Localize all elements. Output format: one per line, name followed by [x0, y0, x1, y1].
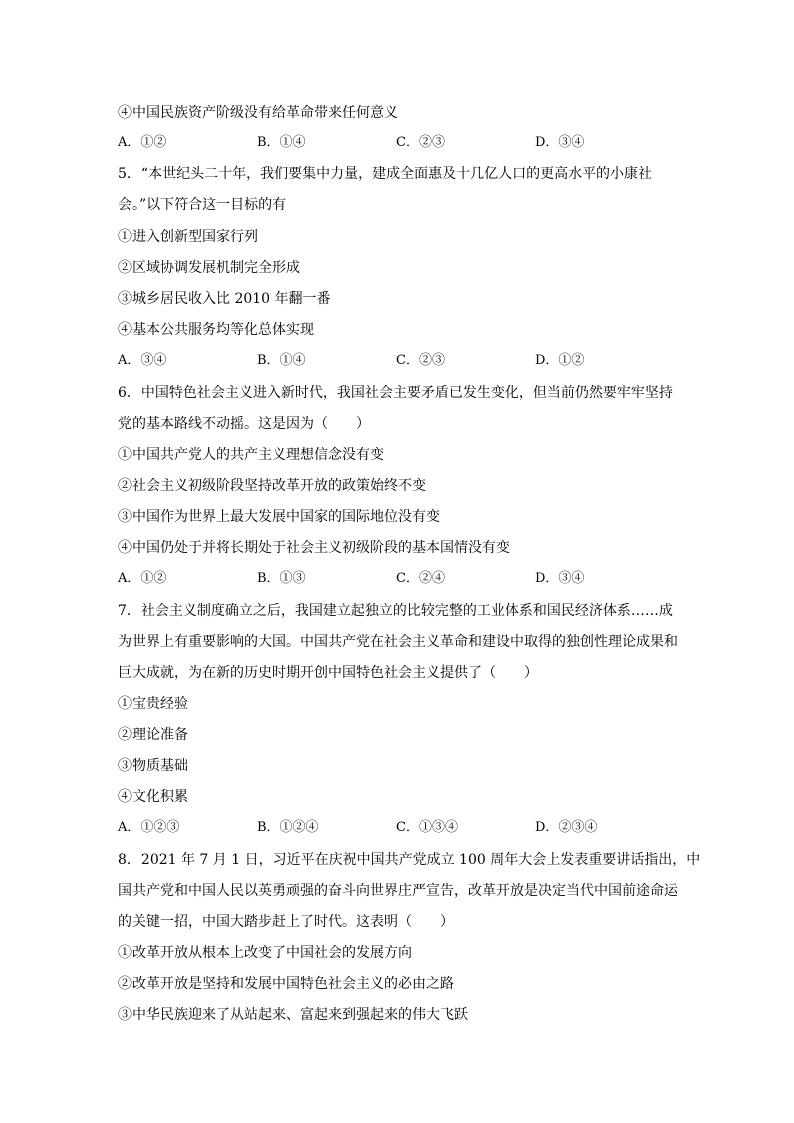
q6-statement-3: ③中国作为世界上最大发展中国家的国际地位没有变	[118, 509, 440, 525]
q5-option-b: B．①④	[257, 353, 306, 368]
q8-stem-line-1: 8．2021 年 7 月 1 日，习近平在庆祝中国共产党成立 100 周年大会上发表重要讲话指出，中	[118, 852, 701, 868]
q6-stem-line-1: 6．中国特色社会主义进入新时代，我国社会主要矛盾已发生变化，但当前仍然要牢牢坚持	[118, 385, 673, 401]
q7-stem-line-1: 7．社会主义制度确立之后，我国建立起独立的比较完整的工业体系和国民经济体系……成	[118, 603, 673, 619]
q4-option-a: A．①②	[118, 135, 167, 150]
q5-statement-3: ③城乡居民收入比 2010 年翻一番	[118, 291, 331, 307]
q6-option-c: C．②④	[396, 571, 445, 586]
q7-option-c: C．①③④	[396, 820, 458, 835]
q5-statement-2: ②区域协调发展机制完全形成	[118, 260, 300, 276]
q5-option-a: A．③④	[118, 353, 167, 368]
q8-statement-1: ①改革开放从根本上改变了中国社会的发展方向	[118, 945, 412, 961]
q7-stem-line-3: 巨大成就，为在新的历史时期开创中国特色社会主义提供了（ ）	[118, 665, 538, 681]
q6-option-b: B．①③	[257, 571, 306, 586]
q5-stem-line-2: 会。”以下符合这一目标的有	[118, 197, 287, 213]
q4-option-d: D．③④	[535, 135, 585, 150]
q5-statement-1: ①进入创新型国家行列	[118, 229, 258, 245]
q6-option-d: D．③④	[535, 571, 585, 586]
q6-statement-2: ②社会主义初级阶段坚持改革开放的政策始终不变	[118, 478, 426, 494]
q8-statement-2: ②改革开放是坚持和发展中国特色社会主义的必由之路	[118, 976, 454, 992]
q6-statement-4: ④中国仍处于并将长期处于社会主义初级阶段的基本国情没有变	[118, 540, 510, 556]
q5-option-d: D．①②	[535, 353, 585, 368]
q5-statement-4: ④基本公共服务均等化总体实现	[118, 322, 314, 338]
q4-statement-4: ④中国民族资产阶级没有给革命带来任何意义	[118, 105, 398, 121]
q7-option-b: B．①②④	[257, 820, 319, 835]
q7-statement-4: ④文化积累	[118, 789, 188, 805]
q7-option-d: D．②③④	[535, 820, 598, 835]
q4-option-c: C．②③	[396, 135, 445, 150]
q6-statement-1: ①中国共产党人的共产主义理想信念没有变	[118, 447, 384, 463]
q8-stem-line-3: 的关键一招，中国大踏步赶上了时代。这表明（ ）	[118, 914, 454, 930]
q7-option-a: A．①②③	[118, 820, 180, 835]
q8-stem-line-2: 国共产党和中国人民以英勇顽强的奋斗向世界庄严宣告，改革开放是决定当代中国前途命运	[118, 883, 678, 899]
q7-statement-3: ③物质基础	[118, 758, 188, 774]
q7-statement-2: ②理论准备	[118, 727, 188, 743]
q5-stem-line-1: 5．“本世纪头二十年，我们要集中力量，建成全面惠及十几亿人口的更高水平的小康社	[118, 166, 653, 182]
q6-option-a: A．①②	[118, 571, 167, 586]
q6-stem-line-2: 党的基本路线不动摇。这是因为（ ）	[118, 416, 370, 432]
q7-stem-line-2: 为世界上有重要影响的大国。中国共产党在社会主义革命和建设中取得的独创性理论成果和	[118, 634, 678, 650]
q8-statement-3: ③中华民族迎来了从站起来、富起来到强起来的伟大飞跃	[118, 1007, 468, 1023]
q7-statement-1: ①宝贵经验	[118, 696, 188, 712]
q5-option-c: C．②③	[396, 353, 445, 368]
q4-option-b: B．①④	[257, 135, 306, 150]
